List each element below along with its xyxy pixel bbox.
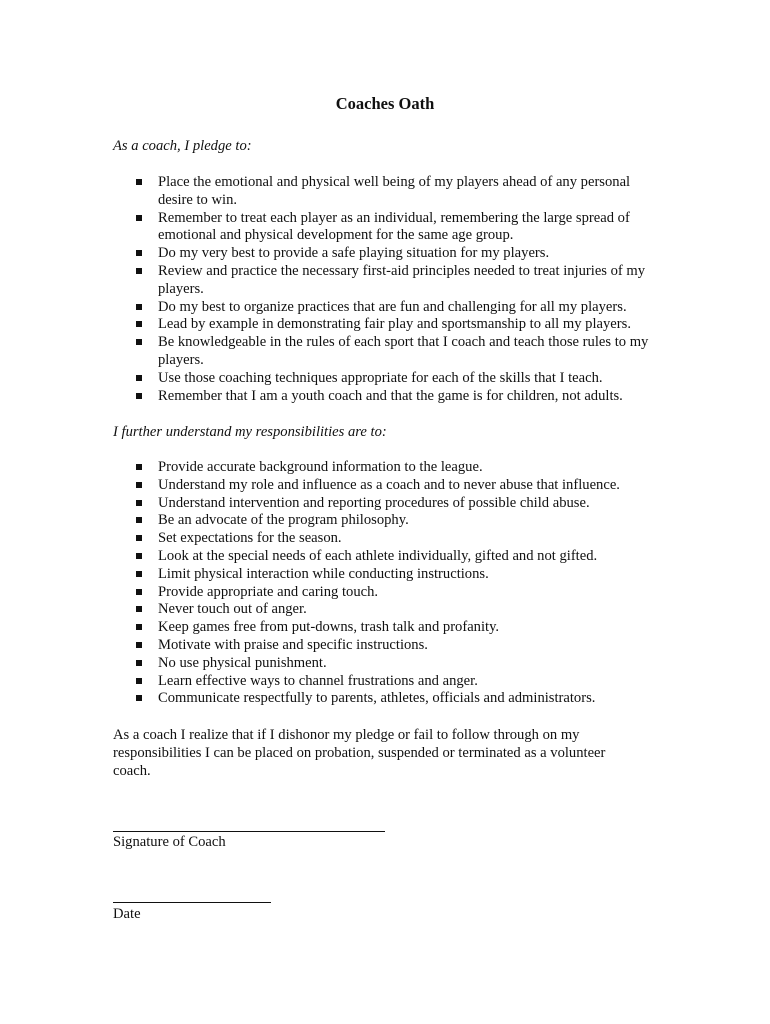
list-item: [113, 316, 658, 334]
pledge-intro: As a coach, I pledge to:: [113, 138, 252, 154]
square-bullet-icon: [136, 517, 142, 523]
square-bullet-icon: [136, 321, 142, 327]
list-item: [113, 370, 658, 388]
square-bullet-icon: [136, 642, 142, 648]
list-item: [113, 530, 658, 548]
date-line[interactable]: [113, 902, 271, 903]
square-bullet-icon: [136, 660, 142, 666]
list-item-text: Place the emotional and physical well being of my players ahead of any personal desire to win.: [158, 174, 631, 208]
list-item-text: Learn effective ways to channel frustrations and anger.: [158, 672, 478, 689]
square-bullet-icon: [136, 624, 142, 630]
responsibilities-list: [113, 459, 658, 708]
list-item: [113, 512, 658, 530]
square-bullet-icon: [136, 268, 142, 274]
list-item: [113, 655, 658, 673]
list-item: [113, 174, 658, 210]
square-bullet-icon: [136, 393, 142, 399]
responsibilities-intro: I further understand my responsibilities are to:: [113, 424, 387, 440]
list-item: [113, 477, 658, 495]
list-item-text: Use those coaching techniques appropriate for each of the skills that I teach.: [158, 369, 603, 386]
list-item: [113, 673, 658, 691]
square-bullet-icon: [136, 250, 142, 256]
list-item: [113, 584, 658, 602]
list-item: [113, 495, 658, 513]
list-item-text: Remember that I am a youth coach and that the game is for children, not adults.: [158, 387, 623, 404]
list-item-text: Limit physical interaction while conducting instructions.: [158, 565, 489, 582]
square-bullet-icon: [136, 215, 142, 221]
list-item-text: Do my very best to provide a safe playing situation for my players.: [158, 245, 550, 262]
document-title: Coaches Oath: [335, 94, 435, 113]
signature-line[interactable]: [113, 831, 385, 832]
square-bullet-icon: [136, 482, 142, 488]
closing-statement: As a coach I realize that if I dishonor my pledge or fail to follow through on my responsibilities I can be placed on probation, suspended or terminated as a volunteer coach.: [113, 727, 606, 779]
list-item-text: Remember to treat each player as an individual, remembering the large spread of emotional and physical development for the same age group.: [158, 209, 630, 244]
list-item-text: Never touch out of anger.: [158, 601, 307, 618]
square-bullet-icon: [136, 589, 142, 595]
list-item-text: Understand intervention and reporting procedures of possible child abuse.: [158, 494, 590, 511]
list-item: [113, 637, 658, 655]
square-bullet-icon: [136, 304, 142, 310]
square-bullet-icon: [136, 571, 142, 577]
list-item: [113, 334, 658, 370]
list-item: [113, 548, 658, 566]
list-item-text: No use physical punishment.: [158, 654, 327, 671]
date-label: Date: [113, 906, 141, 922]
list-item-text: Review and practice the necessary first-aid principles needed to treat injuries of my players.: [158, 262, 646, 297]
pledge-list: [113, 174, 658, 405]
list-item: [113, 601, 658, 619]
list-item-text: Communicate respectfully to parents, athletes, officials and administrators.: [158, 690, 596, 707]
list-item: [113, 619, 658, 637]
square-bullet-icon: [136, 339, 142, 345]
list-item-text: Lead by example in demonstrating fair play and sportsmanship to all my players.: [158, 316, 631, 333]
list-item: [113, 690, 658, 708]
square-bullet-icon: [136, 464, 142, 470]
square-bullet-icon: [136, 678, 142, 684]
list-item: [113, 210, 658, 246]
square-bullet-icon: [136, 535, 142, 541]
square-bullet-icon: [136, 500, 142, 506]
list-item-text: Look at the special needs of each athlete individually, gifted and not gifted.: [158, 547, 598, 564]
square-bullet-icon: [136, 375, 142, 381]
square-bullet-icon: [136, 606, 142, 612]
list-item-text: Be an advocate of the program philosophy.: [158, 512, 409, 529]
list-item: [113, 388, 658, 406]
square-bullet-icon: [136, 553, 142, 559]
list-item: [113, 263, 658, 299]
list-item-text: Provide accurate background information to the league.: [158, 459, 483, 475]
list-item: [113, 299, 658, 317]
list-item-text: Keep games free from put-downs, trash talk and profanity.: [158, 619, 500, 636]
signature-label: Signature of Coach: [113, 834, 226, 850]
square-bullet-icon: [136, 695, 142, 701]
list-item-text: Set expectations for the season.: [158, 530, 342, 547]
list-item-text: Be knowledgeable in the rules of each sport that I coach and teach those rules to my players.: [158, 334, 649, 368]
square-bullet-icon: [136, 179, 142, 185]
list-item-text: Understand my role and influence as a coach and to never abuse that influence.: [158, 476, 620, 493]
list-item-text: Do my best to organize practices that are fun and challenging for all my players.: [158, 298, 627, 315]
list-item-text: Motivate with praise and specific instructions.: [158, 636, 428, 653]
list-item: [113, 566, 658, 584]
list-item: [113, 245, 658, 263]
list-item-text: Provide appropriate and caring touch.: [158, 583, 379, 600]
list-item: [113, 459, 658, 477]
